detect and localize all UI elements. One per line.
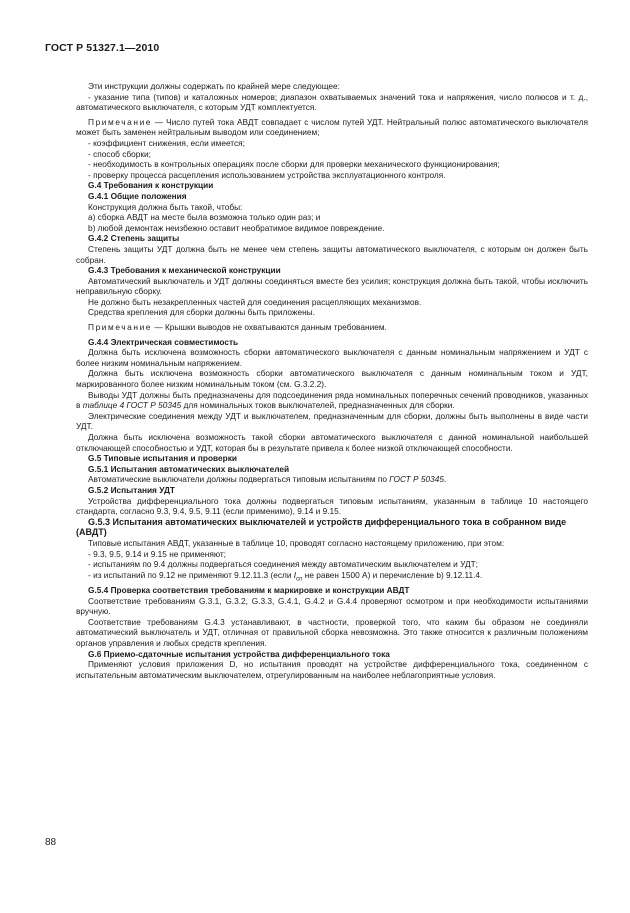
paragraph: [76, 474, 588, 485]
note: [76, 117, 588, 138]
paragraph-text: Автоматические выключатели должны подвергаться типовым испытаниям по: [88, 474, 390, 485]
paragraph: Применяют условия приложения D, но испытания проводят на устройстве дифференциального тока, соединенном с испытательным автоматическим выключателем, отрегулированным на наиболее неблагоприятные условия.: [76, 659, 588, 680]
list-item: - испытаниям по 9.4 должны подвергаться соединения между автоматическим выключателем и УДТ;: [88, 559, 478, 570]
section-heading-g5-3: G.5.3 Испытания автоматических выключателей и устройств дифференциального тока в собранном виде (АВДТ): [76, 516, 567, 538]
section-heading-g4-2: G.4.2 Степень защиты: [88, 233, 180, 244]
paragraph: Соответствие требованиям G.3.1, G.3.2, G.3.3, G.4.1, G.4.2 и G.4.4 проверяют осмотром и при необходимости испытаниями вручную.: [76, 595, 588, 617]
list-item: - проверку процесса расцепления использованием устройства эксплуатационного контроля.: [88, 169, 446, 180]
paragraph: [76, 390, 588, 411]
list-item: - необходимость в контрольных операциях после сборки для проверки механического функционирования;: [88, 159, 500, 170]
paragraph: Электрические соединения между УДТ и выключателем, предназначенным для сборки, должны быть выполнены в виде части УДТ.: [76, 410, 588, 432]
note: [76, 322, 588, 333]
paragraph: Конструкция должна быть такой, чтобы:: [88, 201, 243, 212]
note-label: Примечание: [88, 116, 153, 127]
section-heading-g5-4: G.5.4 Проверка соответствия требованиям к маркировке и конструкции АВДТ: [88, 584, 410, 595]
paragraph-text: .: [443, 474, 447, 485]
paragraph-text: для номинальных токов выключателей, предназначенных для сборки.: [181, 400, 455, 411]
current-symbol-subscript: cn: [296, 576, 303, 583]
paragraph: Соответствие требованиям G.4.3 устанавливают, в частности, проверкой того, что каким бы образом не соединяли автоматический выключатель и УДТ, отличная от правильной сборка невозможна. Это также относится к различным положениям органов управления и любых средств крепления.: [76, 616, 588, 648]
paragraph: Эти инструкции должны содержать по крайней мере следующее:: [88, 81, 340, 91]
paragraph: Устройства дифференциального тока должны подвергаться типовым испытаниям, указанным в таблице 10 настоящего стандарта, согласно 9.3, 9.4, 9.5, 9.11 (если применимо), 9.14 и 9.15.: [76, 495, 588, 517]
paragraph: Должна быть исключена возможность такой сборки автоматического выключателя с данной номинальной наибольшей отключающей способностью и УДТ, которая бы в результате привела к более низкой отключающей способности.: [76, 432, 588, 453]
paragraph: Типовые испытания АВДТ, указанные в таблице 10, проводят согласно настоящему приложению, при этом:: [88, 537, 505, 548]
paragraph: Автоматический выключатель и УДТ должны соединяться вместе без усилия; конструкция должна быть такой, чтобы исключить неправильную сборку.: [76, 275, 588, 297]
section-heading-g5: G.5 Типовые испытания и проверки: [88, 453, 237, 464]
list-item: [76, 570, 588, 585]
list-item: b) любой демонтаж неизбежно оставит необратимое видимое повреждение.: [88, 222, 385, 233]
standard-reference: таблице 4 ГОСТ Р 50345: [82, 400, 182, 411]
standard-reference: ГОСТ Р 50345: [389, 474, 444, 485]
list-item: - способ сборки;: [88, 148, 151, 159]
paragraph-text: не равен 1500 А) и перечисление b) 9.12.11.4.: [302, 569, 483, 580]
section-heading-g4-4: G.4.4 Электрическая совместимость: [88, 336, 239, 347]
section-heading-g4: G.4 Требования к конструкции: [88, 180, 214, 191]
paragraph-text: Выводы УДТ должны быть предназначены для подсоединения ряда номинальных поперечных сечений проводников, указанных в: [76, 389, 588, 411]
page-number: 88: [45, 837, 57, 848]
note-label: Примечание: [88, 322, 153, 333]
section-heading-g4-1: G.4.1 Общие положения: [88, 190, 187, 201]
paragraph: Степень защиты УДТ должна быть не менее чем степень защиты автоматического выключателя, с которым он должен быть собран.: [76, 243, 588, 265]
section-heading-g4-3: G.4.3 Требования к механической конструкции: [88, 265, 281, 276]
list-item: - коэффициент снижения, если имеется;: [88, 137, 245, 148]
paragraph-text: - из испытаний по 9.12 не применяют 9.12.11.3 (если: [88, 569, 294, 580]
section-heading-g5-2: G.5.2 Испытания УДТ: [88, 484, 175, 495]
section-heading-g6: G.6 Приемо-сдаточные испытания устройства дифференциального тока: [88, 648, 390, 659]
note-text: — Крышки выводов не охватываются данным требованием.: [152, 322, 387, 333]
list-item: а) сборка АВДТ на месте была возможна только один раз; и: [88, 212, 321, 223]
paragraph: Должна быть исключена возможность сборки автоматического выключателя с данным номинальным током и УДТ, маркированного более низким номинальным током (см. G.3.2.2).: [76, 368, 588, 390]
standard-header: ГОСТ Р 51327.1—2010: [45, 42, 160, 54]
document-body: [76, 81, 588, 680]
paragraph: Средства крепления для сборки должны быть приложены.: [88, 307, 315, 318]
section-heading-g5-1: G.5.1 Испытания автоматических выключателей: [88, 463, 290, 474]
paragraph: Должна быть исключена возможность сборки автоматического выключателя с данным номинальным напряжением и УДТ с более низким номинальным напряжением.: [76, 347, 588, 368]
paragraph: - указание типа (типов) и каталожных номеров; диапазон охватываемых значений тока и напряжения, число полюсов и т. д., автоматического выключателя, с которым УДТ комплектуется.: [76, 91, 588, 113]
paragraph: Не должно быть незакрепленных частей для соединения расцепляющих механизмов.: [88, 296, 422, 307]
list-item: - 9.3, 9.5, 9.14 и 9.15 не применяют;: [88, 548, 226, 559]
current-symbol-letter: I: [293, 569, 297, 580]
note-text: — Число путей тока АВДТ совпадает с числом путей УДТ. Нейтральный полюс автоматического выключателя может быть заменен нейтральным выводом или соединением;: [76, 116, 588, 138]
